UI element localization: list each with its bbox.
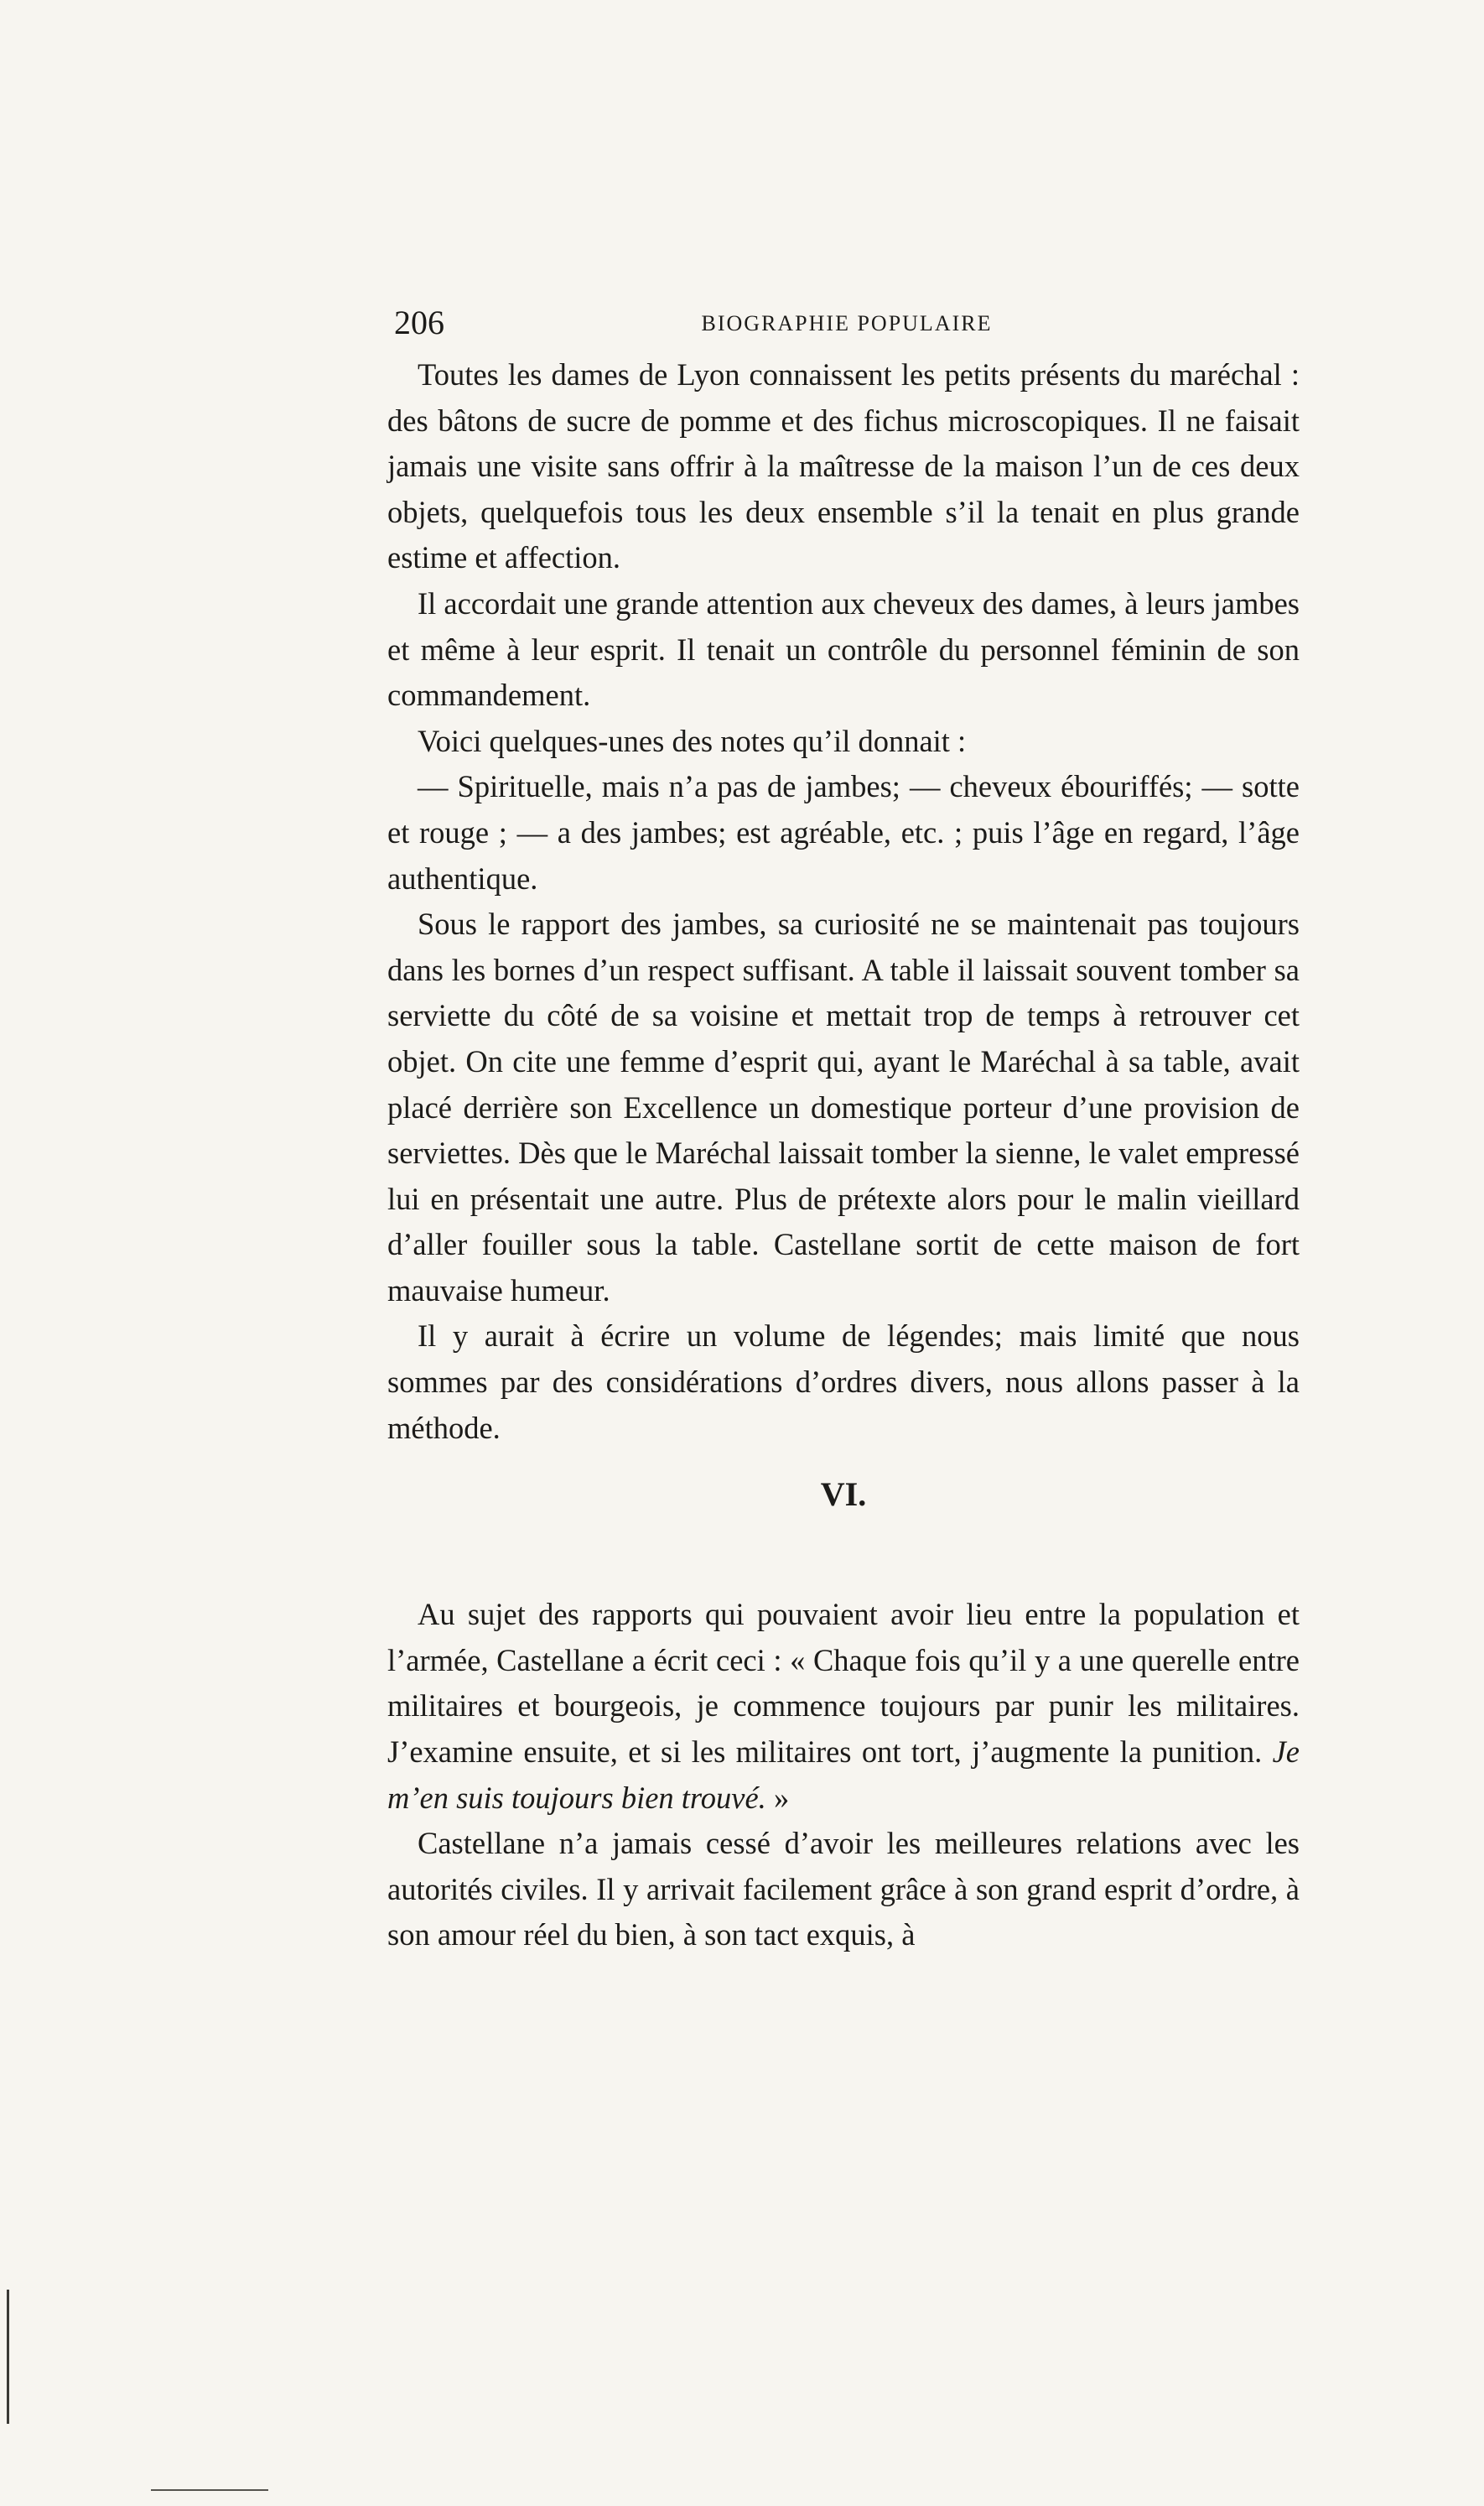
page-number: 206 <box>394 304 444 341</box>
margin-rule <box>7 2290 9 2424</box>
quote-close: » <box>773 1780 790 1815</box>
quote-text: Au sujet des rapports qui pouvaient avoir lieu entre la population et l’armée, Castellane a écrit ceci : « Chaque fois qu’il y a une querelle entre militaires et bourgeois, je commence toujours par punir les militaires. J’examine ensuite, et si les militaires ont tort, j’augmente la punition. <box>387 1597 1300 1770</box>
paragraph: Il accordait une grande attention aux cheveux des dames, à leurs jambes et même à leur esprit. Il tenait un contrôle du personnel féminin de son commandement. <box>387 585 1300 713</box>
paragraph: Toutes les dames de Lyon connaissent les petits présents du maréchal : des bâtons de sucre de pomme et des fichus microscopiques. Il ne faisait jamais une visite sans offrir à la maîtresse de la maison l’un de ces deux objets, quelquefois tous les deux ensemble s’il la tenait en plus grande estime et affection. <box>387 357 1300 575</box>
paragraph: Il y aurait à écrire un volume de légendes; mais limité que nous sommes par des considérations d’ordres divers, nous allons passer à la méthode. <box>387 1318 1300 1445</box>
bottom-rule <box>151 2489 268 2491</box>
paragraph: — Spirituelle, mais n’a pas de jambes; — cheveux ébouriffés; — sotte et rouge ; — a des jambes; est agréable, etc. ; puis l’âge en regard, l’âge authentique. <box>387 769 1300 896</box>
quote-italic: Je m’en suis toujours bien trouvé. <box>387 1734 1300 1815</box>
paragraph: Sous le rapport des jambes, sa curiosité ne se maintenait pas toujours dans les bornes d’un respect suffisant. A table il laissait souvent tomber sa serviette du côté de sa voisine et mettait trop de temps à retrouver cet objet. On cite une femme d’esprit qui, ayant le Maréchal à sa table, avait placé derrière son Excellence un domestique porteur d’une provision de serviettes. Dès que le Maréchal laissait tomber la sienne, le valet empressé lui en présentait une autre. Plus de prétexte alors pour le malin vieillard d’aller fouiller sous la table. Castellane sortit de cette maison de fort mauvaise humeur. <box>387 907 1300 1308</box>
paragraph: Castellane n’a jamais cessé d’avoir les meilleures relations avec les autorités civiles. Il y arrivait facilement grâce à son grand esprit d’ordre, à son amour réel du bien, à son tact exquis, à <box>387 1826 1300 1952</box>
running-head <box>394 302 1300 344</box>
running-title: BIOGRAPHIE POPULAIRE <box>701 311 993 335</box>
quote-paragraph <box>387 1592 1300 1821</box>
section-heading: VI. <box>820 1475 867 1514</box>
paragraph: Voici quelques-unes des notes qu’il donnait : <box>418 723 967 758</box>
body-text <box>387 352 1300 1958</box>
